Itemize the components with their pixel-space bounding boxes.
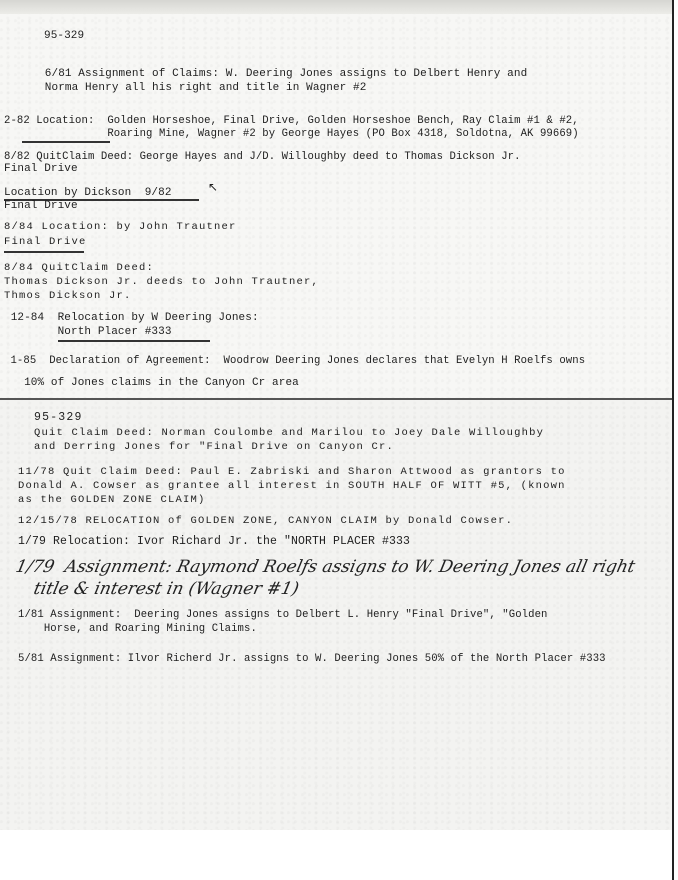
entry-line: Roaring Mine, Wagner #2 by George Hayes (PO Box 4318, Soldotna, AK 99669)	[4, 128, 579, 140]
entry-line: Donald A. Cowser as grantee all interest in SOUTH HALF OF WITT #5, (known	[18, 480, 566, 492]
entry-line: Thmos Dickson Jr.	[4, 290, 132, 302]
underline-mark	[4, 251, 84, 253]
entry-line: North Placer #333	[4, 326, 172, 338]
entry-line: 1-85 Declaration of Agreement: Woodrow Deering Jones declares that Evelyn H Roelfs owns	[4, 355, 586, 367]
entry-line: and Derring Jones for "Final Drive on Canyon Cr.	[34, 441, 395, 453]
entry-line: Horse, and Roaring Mining Claims.	[18, 623, 257, 635]
entry-line: 10% of Jones claims in the Canyon Cr area	[4, 377, 299, 389]
entry-line: Norma Henry all his right and title in Wagner #2	[18, 82, 367, 94]
file-number: 95-329	[44, 30, 85, 42]
handwritten-note: 1/79 Assignment: Raymond Roelfs assigns to W. Deering Jones all right	[13, 557, 637, 577]
entry-line: 5/81 Assignment: Ilvor Richerd Jr. assigns to W. Deering Jones 50% of the North Placer #333	[18, 653, 606, 665]
entry-line: Final Drive	[4, 163, 78, 175]
entry-line: 8/82 QuitClaim Deed: George Hayes and J/D. Willoughby deed to Thomas Dickson Jr.	[4, 151, 521, 163]
file-number: 95-329	[34, 411, 83, 424]
scan-top-edge	[0, 0, 672, 14]
entry-line: 1/79 Relocation: Ivor Richard Jr. the "NORTH PLACER #333	[18, 535, 411, 548]
entry-line: 11/78 Quit Claim Deed: Paul E. Zabriski and Sharon Attwood as grantors to	[18, 466, 566, 478]
entry-line: 12-84 Relocation by W Deering Jones:	[4, 312, 259, 324]
arrow-mark-icon: ↖	[208, 180, 219, 194]
entry-line: 8/84 QuitClaim Deed:	[4, 262, 155, 274]
blank-bottom-margin	[0, 830, 672, 880]
entry-line: as the GOLDEN ZONE CLAIM)	[18, 494, 206, 506]
entry-line: Final Drive	[4, 236, 87, 248]
entry-line: Final Drive	[4, 200, 78, 212]
underline-mark	[58, 340, 210, 342]
entry-line: Quit Claim Deed: Norman Coulombe and Marilou to Joey Dale Willoughby	[34, 427, 545, 439]
handwritten-note: title & interest in (Wagner #1)	[31, 579, 301, 599]
scan-right-edge	[672, 0, 678, 880]
entry-line: 12/15/78 RELOCATION of GOLDEN ZONE, CANYON CLAIM by Donald Cowser.	[18, 515, 514, 527]
entry-line: 6/81 Assignment of Claims: W. Deering Jones assigns to Delbert Henry and	[18, 68, 528, 80]
entry-line: 8/84 Location: by John Trautner	[4, 221, 237, 233]
entry-line: Thomas Dickson Jr. deeds to John Trautner,	[4, 276, 320, 288]
entry-line: 2-82 Location: Golden Horseshoe, Final Drive, Golden Horseshoe Bench, Ray Claim #1 & #2,	[4, 115, 579, 127]
underline-mark	[22, 141, 110, 143]
entry-line: 1/81 Assignment: Deering Jones assigns to Delbert L. Henry "Final Drive", "Golden	[18, 609, 548, 621]
entry-line: Location by Dickson 9/82	[4, 187, 172, 199]
